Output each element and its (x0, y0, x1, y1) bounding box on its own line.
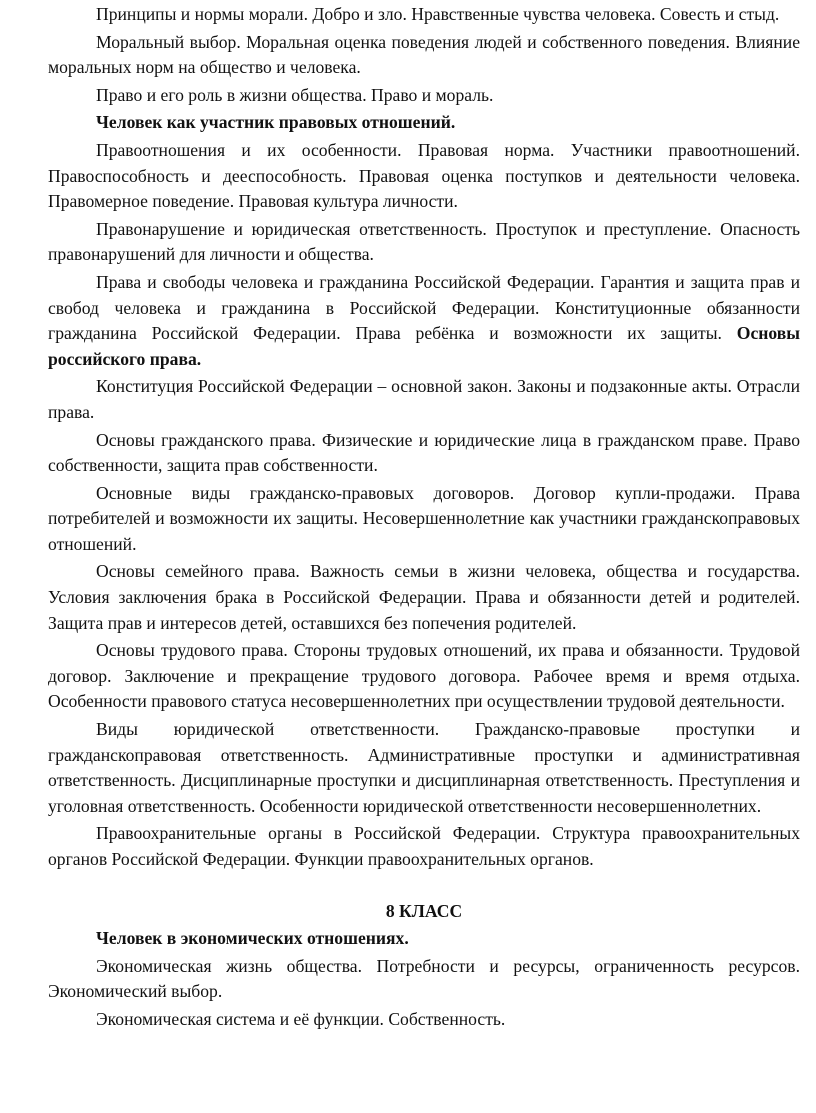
paragraph-rights-freedoms (48, 270, 800, 372)
paragraph-economic-life: Экономическая жизнь общества. Потребности и ресурсы, ограниченность ресурсов. Экономический выбор. (48, 955, 800, 1002)
paragraph-law-role: Право и его роль в жизни общества. Право и мораль. (96, 84, 494, 105)
paragraph-rights-freedoms-text: Права и свободы человека и гражданина Российской Федерации. Гарантия и защита прав и свобод человека и гражданина в Российской Федерации. Конституционные обязанности гражданина Российской Федерации. Права ребёнка и возможности их защиты. (48, 271, 800, 344)
paragraph-offense: Правонарушение и юридическая ответственность. Проступок и преступление. Опасность правонарушений для личности и общества. (48, 218, 800, 265)
paragraph-legal-relations: Правоотношения и их особенности. Правовая норма. Участники правоотношений. Правоспособность и дееспособность. Правовая оценка поступков и деятельности человека. Правомерное поведение. Правовая культура личности. (48, 139, 800, 212)
paragraph-law-enforcement: Правоохранительные органы в Российской Федерации. Структура правоохранительных органов Российской Федерации. Функции правоохранительных органов. (48, 823, 800, 869)
grade-title: 8 КЛАСС (385, 900, 463, 921)
section-heading-russian-law: Основы российского права. (48, 323, 800, 369)
paragraph-civil-law: Основы гражданского права. Физические и юридические лица в гражданском праве. Право собственности, защита прав собственности. (48, 429, 800, 476)
paragraph-labor-law: Основы трудового права. Стороны трудовых отношений, их права и обязанности. Трудовой договор. Заключение и прекращение трудового договора. Рабочее время и время отдыха. Особенности правового статуса несовершеннолетних при осуществлении трудовой деятельности. (48, 640, 800, 712)
paragraph-constitution: Конституция Российской Федерации – основной закон. Законы и подзаконные акты. Отрасли права. (48, 376, 800, 422)
paragraph-liability-types: Виды юридической ответственности. Гражданско-правовые проступки и гражданскоправовая ответственность. Административные проступки и административная ответственность. Дисциплинарные проступки и дисциплинарная ответственность. Преступления и уголовная ответственность. Особенности юридической ответственности несовершеннолетних. (48, 719, 800, 816)
section-heading-economic-relations: Человек в экономических отношениях. (96, 928, 409, 949)
paragraph-morality: Принципы и нормы морали. Добро и зло. Нравственные чувства человека. Совесть и стыд. (96, 4, 780, 24)
paragraph-moral-choice: Моральный выбор. Моральная оценка поведения людей и собственного поведения. Влияние моральных норм на общество и человека. (48, 31, 800, 78)
paragraph-civil-contracts: Основные виды гражданско-правовых договоров. Договор купли-продажи. Права потребителей и возможности их защиты. Несовершеннолетние как участники гражданскоправовых отношений. (48, 482, 800, 554)
paragraph-family-law: Основы семейного права. Важность семьи в жизни человека, общества и государства. Условия заключения брака в Российской Федерации. Права и обязанности детей и родителей. Защита прав и интересов детей, оставшихся без попечения родителей. (48, 561, 800, 633)
section-heading-legal-relations: Человек как участник правовых отношений. (96, 112, 456, 133)
document-page (48, 2, 800, 1035)
paragraph-economic-system: Экономическая система и её функции. Собственность. (96, 1008, 506, 1029)
